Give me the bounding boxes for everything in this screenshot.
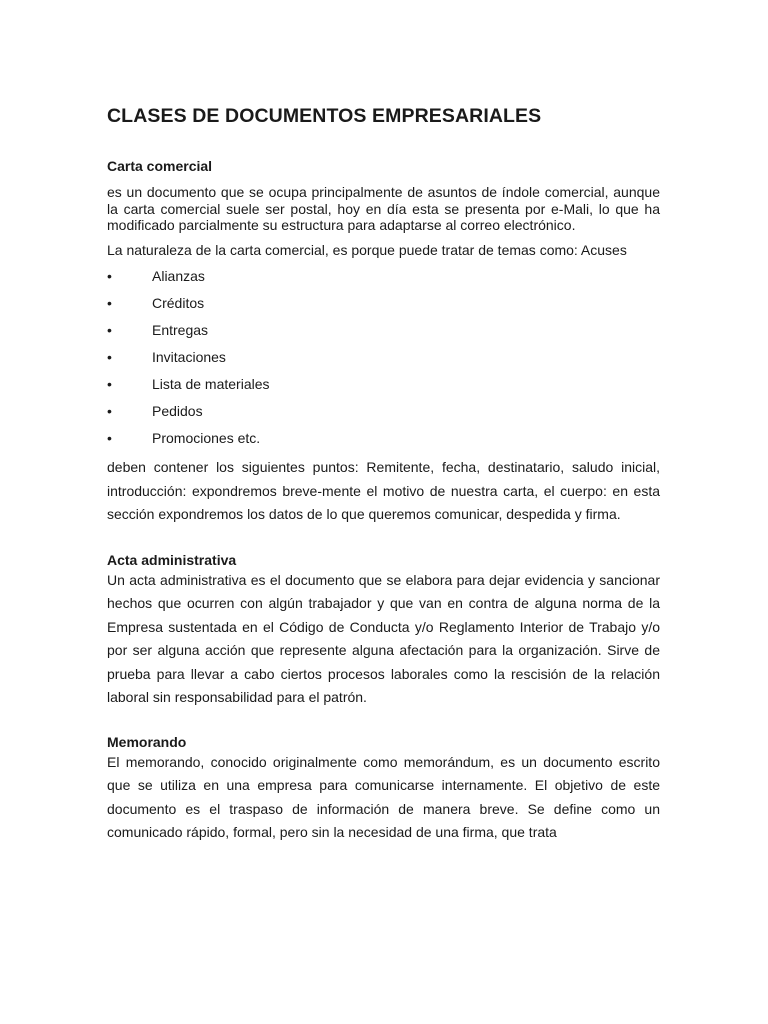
list-item-label: Lista de materiales [152, 376, 270, 392]
list-item [107, 344, 660, 371]
list-item [107, 317, 660, 344]
heading-memorando: Memorando [107, 733, 187, 750]
document-title: CLASES DE DOCUMENTOS EMPRESARIALES [107, 105, 542, 127]
list-item-label: Alianzas [152, 268, 205, 284]
bullet-icon: • [107, 295, 112, 311]
memorando-paragraph-1: El memorando, conocido originalmente como memorándum, es un documento escrito que se utiliza en una empresa para comunicarse internamente. El objetivo de este documento es el traspaso de información de manera breve. Se define como un comunicado rápido, formal, pero sin la necesidad de una firma, que trata [107, 753, 660, 840]
list-item [107, 371, 660, 398]
bullet-icon: • [107, 349, 112, 365]
document-page [107, 104, 660, 845]
bullet-icon: • [107, 268, 112, 284]
bullet-icon: • [107, 376, 112, 392]
list-item [107, 398, 660, 425]
list-item [107, 263, 660, 290]
list-item-label: Créditos [152, 295, 205, 311]
bullet-icon: • [107, 430, 112, 446]
list-item [107, 290, 660, 317]
acta-paragraph-1: Un acta administrativa es el documento que se elabora para dejar evidencia y sancionar hechos que ocurren con algún trabajador y que van en contra de alguna norma de la Empresa sustentada en el Código de Conducta y/o Reglamento Interior de Trabajo y/o por ser alguna acción que represente alguna afectación para la organización. Sirve de prueba para llevar a cabo ciertos procesos laborales como la rescisión de la relación laboral sin responsabilidad para el patrón. [107, 571, 660, 705]
list-item [107, 425, 660, 452]
list-item-label: Invitaciones [152, 349, 226, 365]
carta-paragraph-2: La naturaleza de la carta comercial, es porque puede tratar de temas como: Acuses [107, 241, 627, 258]
carta-paragraph-3: deben contener los siguientes puntos: Remitente, fecha, destinatario, saludo inicial, introducción: expondremos breve-mente el motivo de nuestra carta, el cuerpo: en esta sección expondremos los datos de lo que queremos comunicar, despedida y firma. [107, 459, 660, 522]
heading-acta-administrativa: Acta administrativa [107, 551, 237, 568]
list-item-label: Promociones etc. [152, 430, 261, 446]
heading-carta-comercial: Carta comercial [107, 158, 213, 174]
bullet-icon: • [107, 322, 112, 338]
carta-paragraph-1: es un documento que se ocupa principalmente de asuntos de índole comercial, aunque la carta comercial suele ser postal, hoy en día esta se presenta por e-Mali, lo que ha modificado parcialmente su estructura para adaptarse al correo electrónico. [107, 184, 660, 233]
carta-topics-list [107, 263, 660, 452]
bullet-icon: • [107, 403, 112, 419]
list-item-label: Pedidos [152, 403, 203, 419]
list-item-label: Entregas [152, 322, 209, 338]
